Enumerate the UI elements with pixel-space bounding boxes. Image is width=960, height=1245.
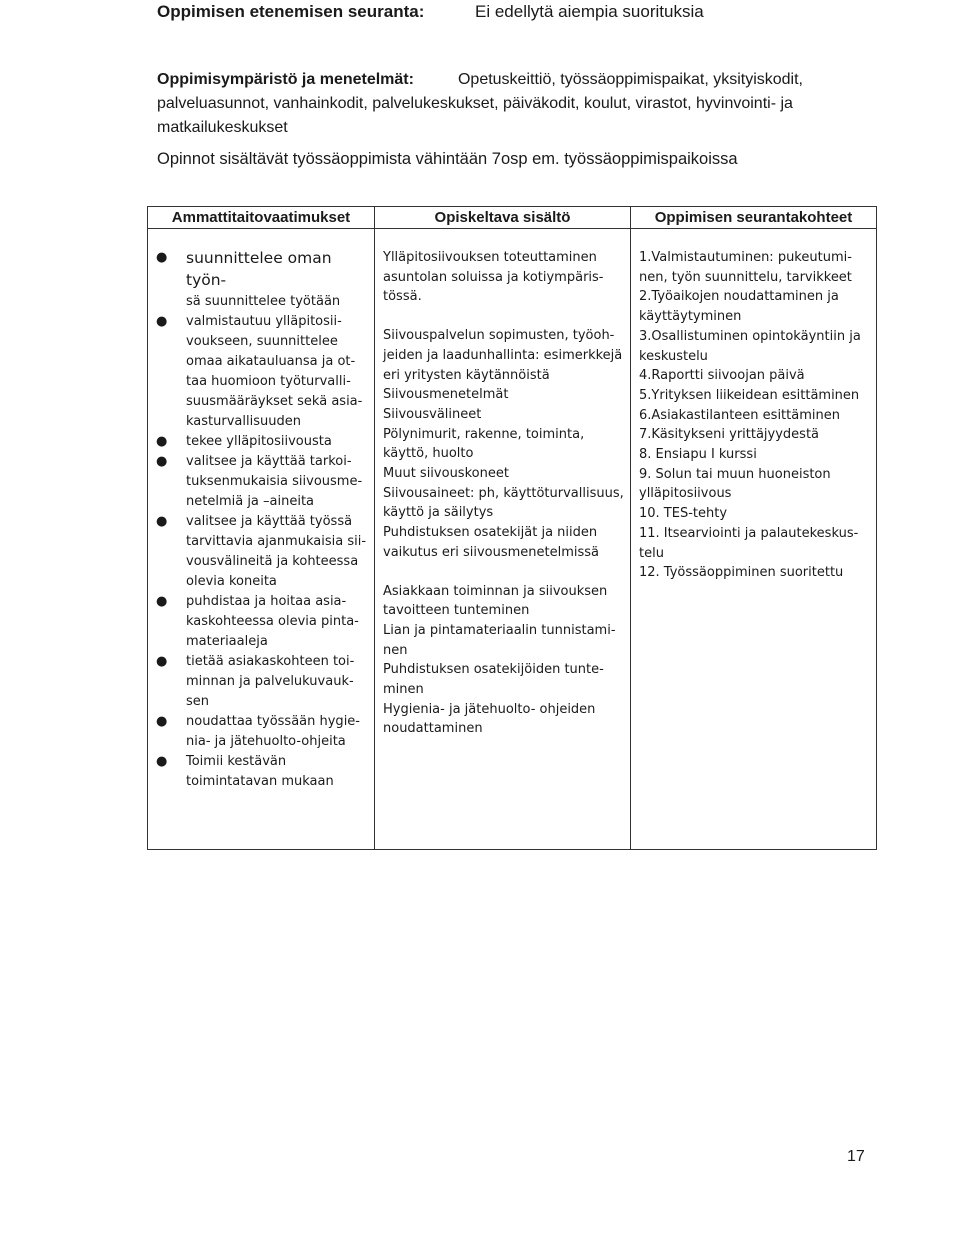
progress-value: Ei edellytä aiempia suorituksia: [475, 2, 704, 21]
assessment-item: 8. Ensiapu I kurssi: [639, 447, 757, 463]
progress-row: [157, 2, 704, 22]
content-item: Lian ja pintamateriaalin tunnistami-nen: [383, 622, 616, 658]
content-item: Ylläpitosiivouksen toteuttaminen asuntolan soluissa ja kotiympäris-tössä.: [383, 250, 604, 305]
list-item: [156, 312, 370, 432]
list-item-text: tekee ylläpitosiivousta: [186, 434, 332, 449]
content-item: Siivousvälineet: [383, 406, 482, 422]
page-number: 17: [847, 1148, 865, 1165]
content-item: Hygienia- ja jätehuolto- ohjeiden noudattaminen: [383, 701, 596, 737]
requirements-list: [156, 248, 370, 792]
header-content: Opiskeltava sisältö: [375, 207, 631, 229]
list-item-text: sä suunnittelee työtään: [186, 294, 341, 309]
list-item-text: valitsee ja käyttää työssä tarvittavia ajanmukaisia sii-vousvälineitä ja kohteessa olevia koneita: [186, 514, 367, 589]
bullet-icon: ●: [156, 714, 168, 729]
progress-label: Oppimisen etenemisen seuranta:: [157, 2, 425, 21]
environment-value: Opetuskeittiö, työssäoppimispaikat, yksityiskodit, palveluasunnot, vanhainkodit, palvelukeskukset, päiväkodit, koulut, virastot, hyvinvointi- ja matkailukeskukset: [157, 71, 803, 136]
content-item: Siivousmenetelmät: [383, 387, 509, 403]
list-item: [156, 512, 370, 592]
list-item: [156, 248, 370, 312]
content-item: Siivousaineet: ph, käyttöturvallisuus, käyttö ja säilytys: [383, 485, 624, 521]
assessment-list: [631, 229, 876, 583]
table-header-row: [148, 207, 877, 229]
assessment-item: 1.Valmistautuminen: pukeutumi-nen, työn suunnittelu, tarvikkeet: [639, 250, 852, 285]
list-item: [156, 592, 370, 652]
assessment-item: 3.Osallistuminen opintokäyntiin ja keskustelu: [639, 328, 861, 364]
bullet-icon: ●: [156, 514, 168, 529]
assessment-item: 10. TES-tehty: [639, 506, 728, 522]
assessment-item: 5.Yrityksen liikeidean esittäminen: [639, 387, 860, 403]
assessment-item: 9. Solun tai muun huoneiston ylläpitosiivous: [639, 466, 831, 502]
content-cell: [375, 229, 631, 850]
list-item-text: puhdistaa ja hoitaa asia-kaskohteessa olevia pinta-materiaaleja: [186, 594, 359, 649]
bullet-icon: ●: [156, 594, 168, 609]
list-item: [156, 752, 370, 792]
content-item: Asiakkaan toiminnan ja siivouksen tavoitteen tunteminen: [383, 583, 608, 619]
bullet-icon: ●: [156, 434, 168, 449]
bullet-icon: ●: [156, 454, 168, 469]
assessment-item: 6.Asiakastilanteen esittäminen: [639, 407, 840, 423]
environment-paragraph: [157, 68, 877, 140]
list-item-text: tietää asiakaskohteen toi-minnan ja palvelukuvauk-sen: [186, 654, 355, 709]
header-assessment: Oppimisen seurantakohteet: [631, 207, 877, 229]
list-item-text: Toimii kestävän toimintatavan mukaan: [186, 754, 334, 789]
list-item-text: valitsee ja käyttää tarkoi-tuksenmukaisia siivousme-netelmiä ja –aineita: [186, 454, 363, 509]
assessment-item: 12. Työssäoppiminen suoritettu: [639, 565, 844, 581]
content-item: Puhdistuksen osatekijät ja niiden vaikutus eri siivousmenetelmissä: [383, 525, 600, 560]
bullet-icon: ●: [156, 754, 168, 769]
assessment-item: 11. Itsearviointi ja palautekeskus-telu: [639, 525, 859, 561]
content-list: [375, 229, 630, 739]
content-item: Siivouspalvelun sopimusten, työoh-jeiden ja laadunhallinta: esimerkkejä eri yritysten käytännöistä: [383, 328, 623, 383]
requirements-cell: [148, 229, 375, 850]
table-body-row: [148, 229, 877, 850]
list-item-lead: suunnittelee oman työn-: [186, 249, 332, 289]
list-item-text: noudattaa työssään hygie-nia- ja jätehuolto-ohjeita: [186, 714, 360, 749]
bullet-icon: ●: [156, 250, 168, 265]
assessment-cell: [631, 229, 877, 850]
bullet-icon: ●: [156, 314, 168, 329]
bullet-icon: ●: [156, 654, 168, 669]
list-item: [156, 652, 370, 712]
list-item: [156, 432, 370, 452]
curriculum-table: [147, 206, 877, 850]
list-item: [156, 712, 370, 752]
assessment-item: 2.Työaikojen noudattaminen ja käyttäytyminen: [639, 289, 839, 325]
content-item: Puhdistuksen osatekijöiden tunte-minen: [383, 662, 604, 698]
content-item: Muut siivouskoneet: [383, 466, 509, 482]
list-item-text: valmistautuu ylläpitosii-voukseen, suunnittelee omaa aikatauluansa ja ot-taa huomioon työturvalli-suusmääräykset sekä asia-kasturvallisuuden: [186, 314, 363, 429]
assessment-item: 4.Raportti siivoojan päivä: [639, 368, 805, 384]
assessment-item: 7.Käsitykseni yrittäjyydestä: [639, 427, 820, 443]
header-requirements: Ammattitaitovaatimukset: [148, 207, 375, 229]
studies-note: Opinnot sisältävät työssäoppimista vähintään 7osp em. työssäoppimispaikoissa: [157, 150, 738, 168]
content-item: Pölynimurit, rakenne, toiminta, käyttö, huolto: [383, 426, 585, 462]
environment-label: Oppimisympäristö ja menetelmät:: [157, 71, 414, 88]
list-item: [156, 452, 370, 512]
